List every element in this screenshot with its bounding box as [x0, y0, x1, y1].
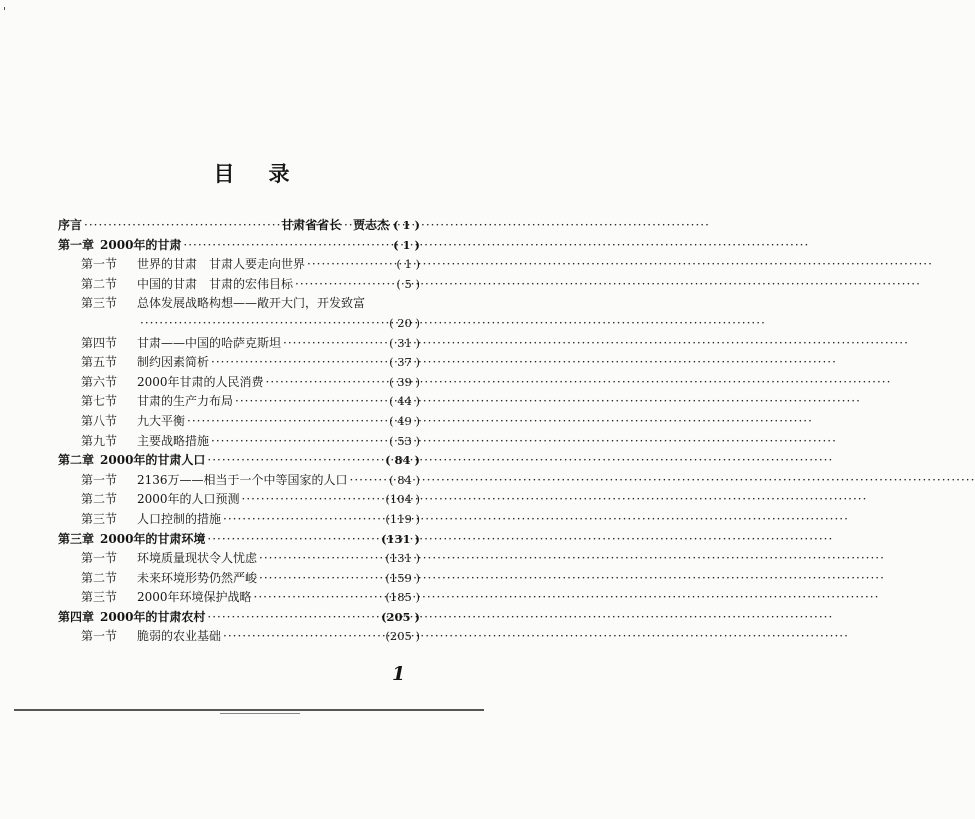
toc-title: 总体发展战略构想——敞开大门，开发致富	[137, 296, 366, 311]
toc-page-number: (119 )	[385, 511, 420, 526]
toc-page-number: ( 49 )	[389, 413, 420, 428]
toc-title: 2000年的甘肃人口	[100, 453, 206, 468]
toc-title: 脆弱的农业基础	[137, 629, 222, 644]
toc-title: 世界的甘肃 甘肃人要走向世界	[137, 257, 306, 272]
toc-leader-dots	[259, 569, 383, 589]
toc-section-row	[58, 627, 420, 647]
toc-page-number: ( 31 )	[389, 335, 420, 350]
toc-title: 主要战略措施	[137, 433, 210, 448]
toc-chapter-row	[58, 451, 420, 471]
toc-label: 第一节	[81, 629, 118, 644]
toc-page-number: ( 84 )	[389, 472, 420, 487]
toc-title: 未来环境形势仍然严峻	[137, 570, 258, 585]
toc-title: 中国的甘肃 甘肃的宏伟目标	[137, 276, 294, 291]
toc-title: 2000年的甘肃	[100, 237, 182, 252]
toc-leader-dots	[223, 627, 383, 647]
bottom-rule-secondary	[220, 713, 300, 714]
toc-leader-dots	[187, 412, 387, 432]
toc-title: 2000年甘肃的人民消费	[137, 374, 264, 389]
toc-leader-dots	[307, 255, 394, 275]
toc-section-row	[58, 549, 420, 569]
toc-label: 第二章	[58, 453, 95, 468]
toc-leader-dots	[207, 530, 379, 550]
toc-page-number: ( 5 )	[396, 276, 420, 291]
toc-chapter-row	[58, 608, 420, 628]
toc-page-number: (131 )	[385, 551, 420, 566]
toc-leader-dots	[266, 373, 388, 393]
toc-section-row	[58, 490, 420, 510]
toc-title: 制约因素简析	[137, 355, 210, 370]
toc-page-number: ( 37 )	[389, 355, 420, 370]
toc-section-row	[58, 334, 420, 354]
toc-label: 第四章	[58, 609, 95, 624]
toc-title: 2000年的人口预测	[137, 492, 240, 507]
toc-leader-dots	[211, 432, 387, 452]
toc-leader-dots	[295, 275, 394, 295]
toc-leader-dots	[207, 451, 383, 471]
toc-page-number: ( 1 )	[396, 257, 420, 272]
toc-label: 第一节	[81, 551, 118, 566]
toc-label: 第四节	[81, 335, 118, 350]
toc-label: 第三节	[81, 511, 118, 526]
bottom-rule	[14, 709, 484, 711]
toc-label: 第六节	[81, 374, 118, 389]
toc-label: 序言	[58, 218, 83, 232]
toc-section-row	[58, 569, 420, 589]
toc-label: 第一节	[81, 257, 118, 272]
toc-leader-dots	[183, 236, 391, 256]
corner-mark: '	[3, 5, 7, 18]
toc-section-row	[58, 373, 420, 393]
toc-page-number: (131 )	[381, 531, 420, 546]
toc-section-row	[58, 255, 420, 275]
page-title	[0, 158, 505, 188]
toc-title: 2000年的甘肃农村	[100, 609, 206, 624]
toc-section-row	[58, 588, 420, 608]
toc-continuation-row	[58, 314, 420, 334]
toc-title: 甘肃的生产力布局	[137, 394, 234, 409]
toc-section-row	[58, 294, 420, 314]
toc-label: 第二节	[81, 276, 118, 291]
toc-page-number: (205 )	[385, 629, 420, 644]
toc-page-number: ( 53 )	[389, 433, 420, 448]
toc-leader-dots	[235, 392, 387, 412]
title-char-2: 录	[268, 161, 292, 186]
toc-title: 九大平衡	[137, 413, 186, 428]
toc-title: 环境质量现状令人忧虑	[137, 551, 258, 566]
toc-leader-dots	[207, 608, 379, 628]
toc-page-number: (159 )	[385, 570, 420, 585]
toc-leader-dots	[84, 216, 279, 236]
toc-section-row	[58, 392, 420, 412]
toc-page-number: ( 1 )	[393, 218, 420, 232]
toc-label: 第八节	[81, 413, 118, 428]
toc-leader-dots	[259, 549, 383, 569]
toc-leader-dots	[242, 490, 384, 510]
toc-leader-dots	[223, 510, 383, 530]
toc-title: 人口控制的措施	[137, 511, 222, 526]
toc-author: 甘肃省省长 贾志杰	[281, 218, 390, 232]
toc-title: 2136万——相当于一个中等国家的人口	[137, 472, 348, 487]
toc-page-number: (104 )	[385, 492, 420, 507]
toc-preface-row	[58, 216, 420, 236]
toc-page-number: ( 44 )	[389, 394, 420, 409]
toc-chapter-row	[58, 530, 420, 550]
toc-label: 第五节	[81, 355, 118, 370]
toc-section-row	[58, 353, 420, 373]
title-char-1: 目	[213, 161, 237, 186]
toc-leader-dots	[283, 334, 387, 354]
toc-title: 甘肃——中国的哈萨克斯坦	[137, 335, 282, 350]
toc-page-number: ( 84 )	[385, 453, 420, 468]
toc-label: 第三节	[81, 296, 118, 311]
table-of-contents	[58, 216, 420, 647]
toc-section-row	[58, 471, 420, 491]
toc-title: 2000年环境保护战略	[137, 590, 252, 605]
toc-label: 第一节	[81, 472, 118, 487]
toc-section-row	[58, 510, 420, 530]
toc-page-number: ( 1 )	[393, 237, 420, 252]
toc-leader-dots	[140, 314, 387, 334]
toc-chapter-row	[58, 236, 420, 256]
toc-page-number: (205 )	[381, 609, 420, 624]
toc-label: 第三章	[58, 531, 95, 546]
toc-label: 第二节	[81, 570, 118, 585]
toc-page-number: (185 )	[385, 590, 420, 605]
toc-label: 第二节	[81, 492, 118, 507]
toc-section-row	[58, 275, 420, 295]
toc-title: 2000年的甘肃环境	[100, 531, 206, 546]
toc-leader-dots	[350, 471, 388, 491]
toc-page-number: ( 20 )	[389, 315, 420, 330]
toc-label: 第九节	[81, 433, 118, 448]
toc-section-row	[58, 412, 420, 432]
toc-label: 第一章	[58, 237, 95, 252]
toc-section-row	[58, 432, 420, 452]
toc-leader-dots	[211, 353, 387, 373]
toc-leader-dots	[254, 588, 384, 608]
toc-label: 第三节	[81, 590, 118, 605]
page-number: 1	[392, 663, 406, 685]
toc-label: 第七节	[81, 394, 118, 409]
toc-page-number: ( 39 )	[389, 374, 420, 389]
